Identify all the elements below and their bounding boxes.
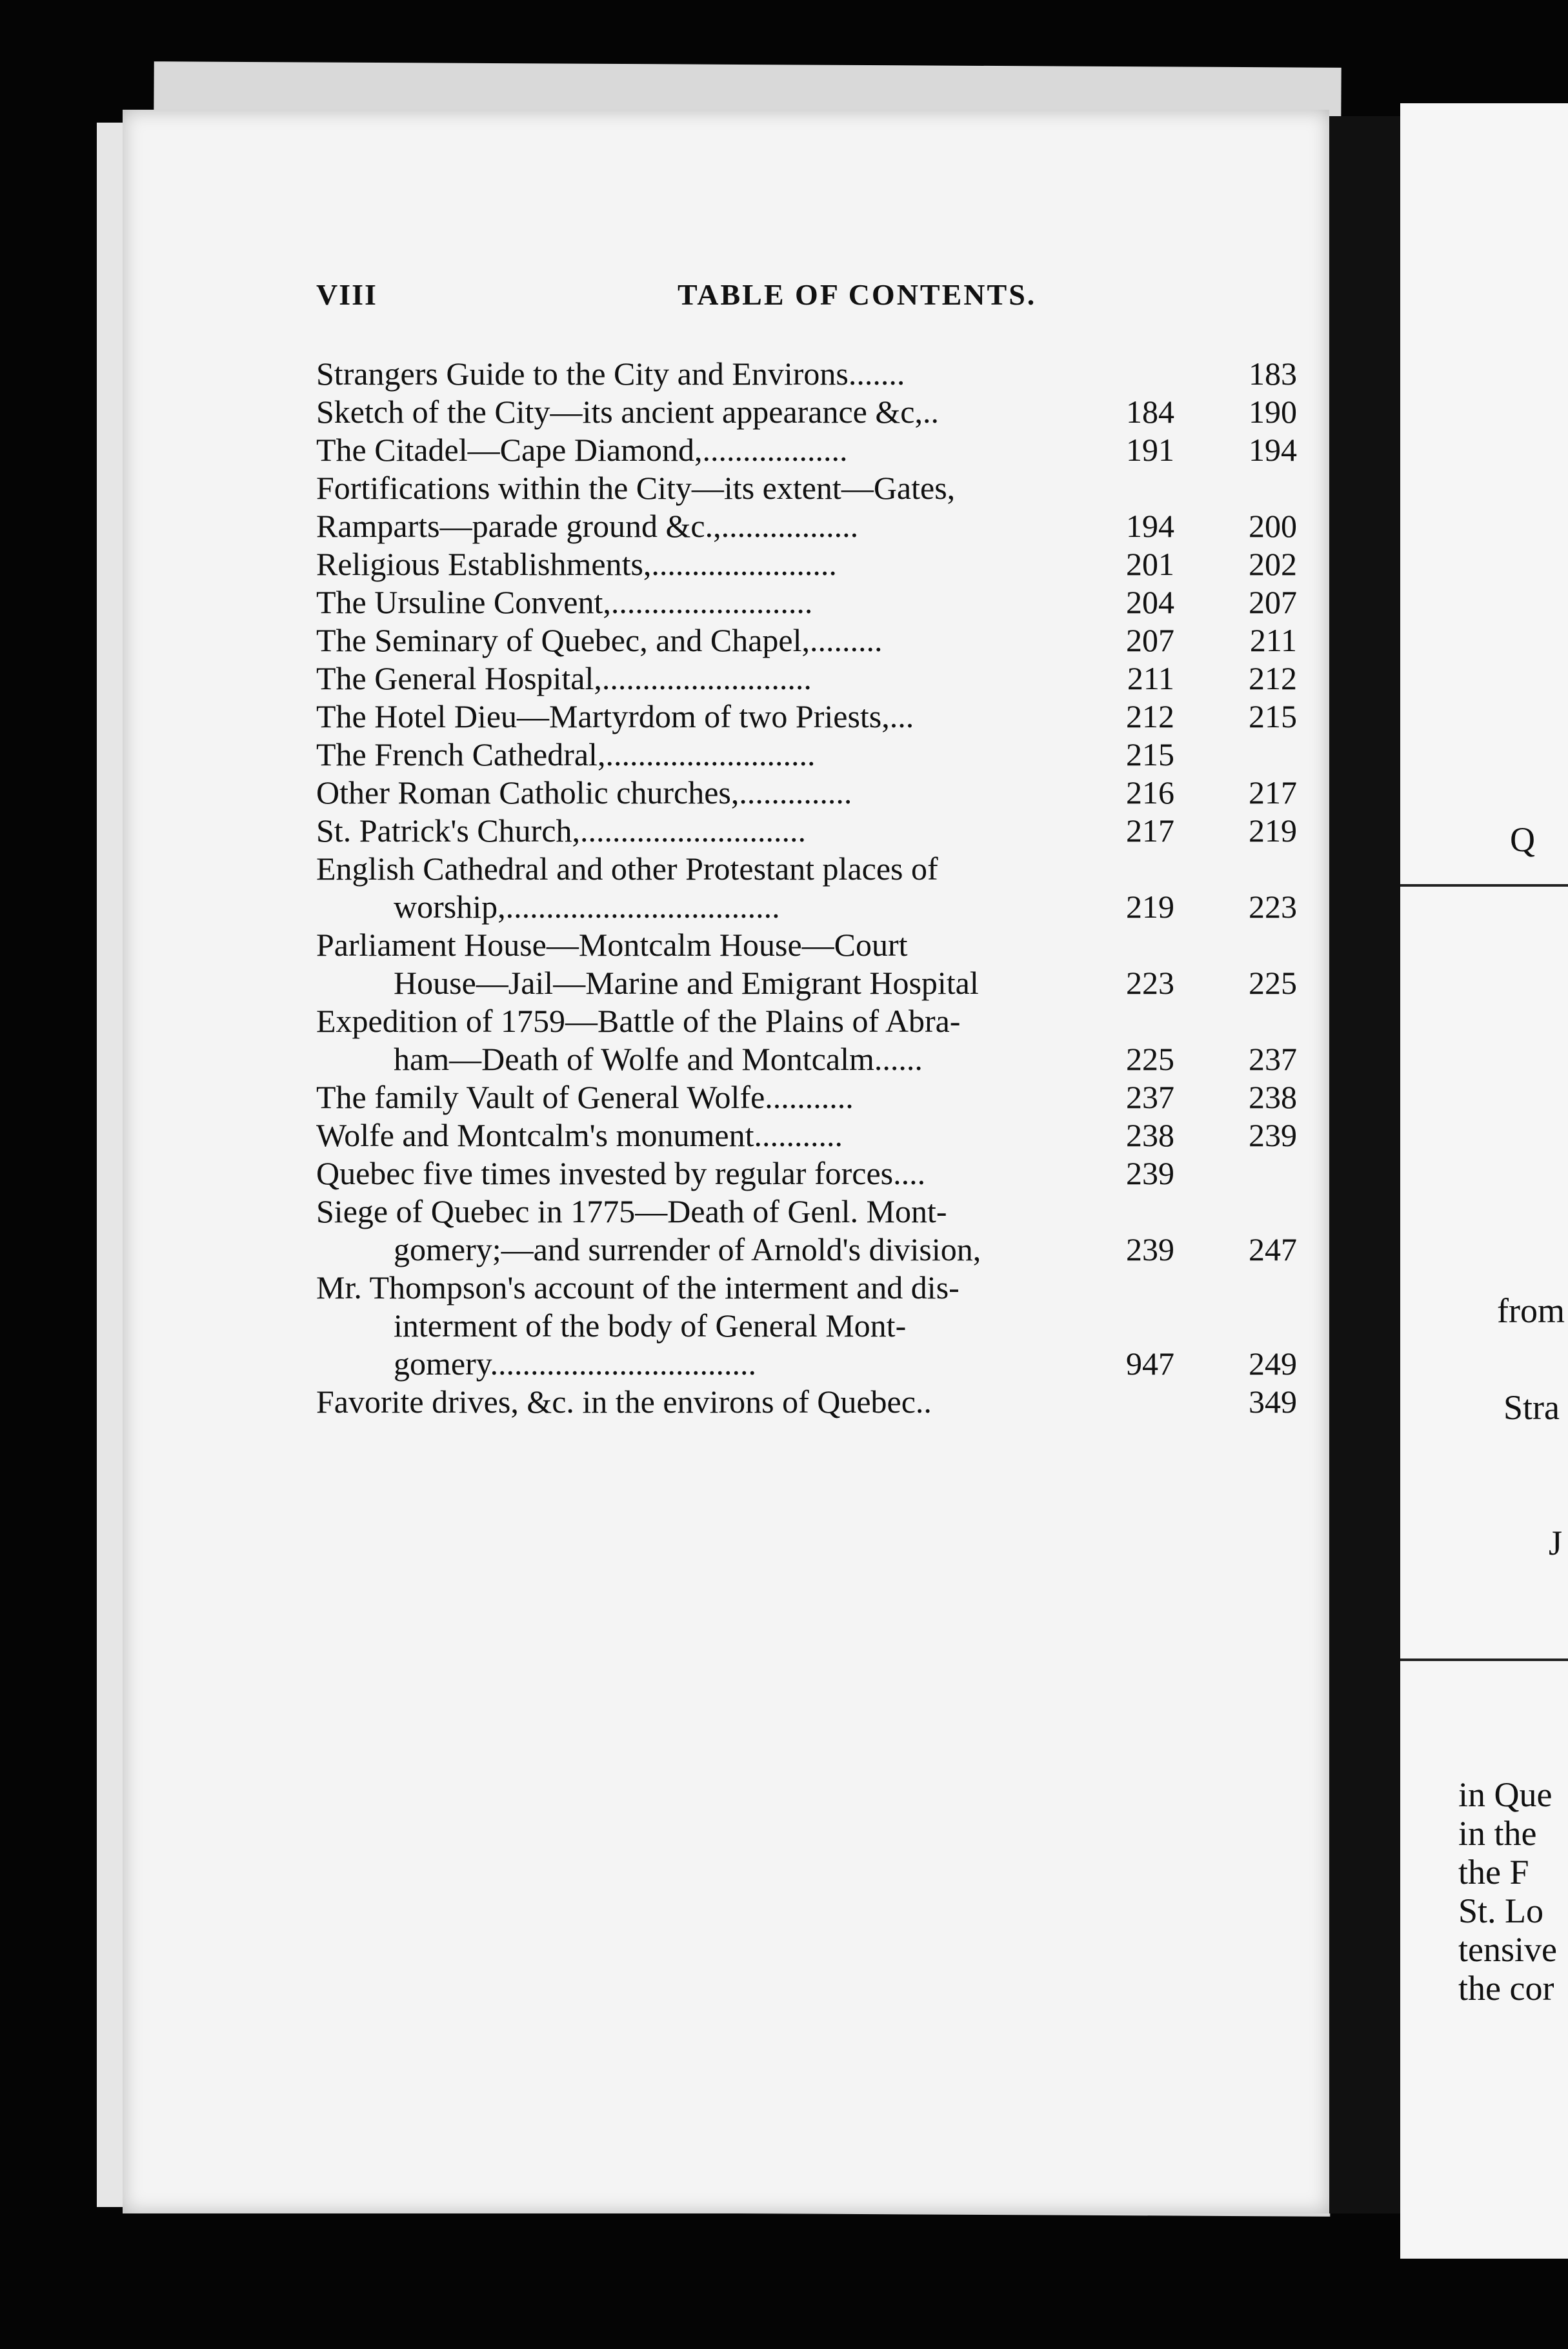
toc-entry	[316, 660, 1310, 698]
toc-entry-text: The Seminary of Quebec, and Chapel,.........	[316, 622, 883, 658]
toc-entry-text: ham—Death of Wolfe and Montcalm......	[394, 1041, 923, 1077]
toc-start-page: 211	[1127, 660, 1174, 696]
toc-entry-text: Sketch of the City—its ancient appearance &c,..	[316, 394, 939, 430]
toc-entry	[316, 583, 1310, 621]
toc-entry-text: The French Cathedral,..........................	[316, 736, 816, 772]
toc-end-page: 215	[1249, 698, 1297, 734]
toc-start-page: 184	[1126, 394, 1174, 430]
facing-page-text: in Que	[1458, 1775, 1553, 1814]
facing-page-text: from	[1497, 1291, 1565, 1330]
toc-entry-text: Religious Establishments,.......................	[316, 546, 837, 582]
toc-entry	[316, 1078, 1310, 1116]
page-folio: VIII	[316, 278, 377, 311]
toc-start-page: 217	[1126, 812, 1174, 849]
toc-start-page: 237	[1126, 1079, 1174, 1115]
toc-entry	[316, 812, 1310, 850]
toc-entry	[316, 1231, 1310, 1269]
facing-page-text: St. Lo	[1458, 1891, 1544, 1930]
toc-start-page: 215	[1126, 736, 1174, 772]
toc-entry	[316, 1040, 1310, 1078]
toc-entry	[316, 1269, 1310, 1307]
toc-start-page: 216	[1126, 774, 1174, 811]
toc-end-page: 194	[1249, 432, 1297, 468]
toc-entry-text: The family Vault of General Wolfe...........	[316, 1079, 854, 1115]
book-spine	[1329, 116, 1400, 2213]
toc-start-page: 225	[1126, 1041, 1174, 1077]
toc-entry-text: Quebec five times invested by regular forces....	[316, 1155, 926, 1191]
toc-entry	[316, 926, 1310, 964]
toc-entry	[316, 355, 1310, 393]
page-header	[316, 277, 1303, 323]
toc-start-page: 947	[1126, 1346, 1174, 1382]
toc-entry-text: gomery;—and surrender of Arnold's division,	[394, 1231, 981, 1267]
facing-page-fragment	[1400, 103, 1568, 2259]
toc-entry	[316, 431, 1310, 469]
toc-entry-text: Fortifications within the City—its extent—Gates,	[316, 470, 956, 506]
toc-entry-text: gomery.................................	[394, 1346, 756, 1382]
toc-entry	[316, 736, 1310, 774]
toc-start-page: 207	[1126, 622, 1174, 658]
toc-entry-text: The Hotel Dieu—Martyrdom of two Priests,...	[316, 698, 914, 734]
facing-page-rule	[1400, 884, 1568, 887]
toc-entry-text: worship,..................................	[394, 889, 780, 925]
facing-page-text: in the	[1458, 1814, 1537, 1853]
toc-end-page: 249	[1249, 1346, 1297, 1382]
toc-entry	[316, 888, 1310, 926]
toc-start-page: 204	[1126, 584, 1174, 620]
toc-end-page: 183	[1249, 356, 1297, 392]
toc-entry-text: Strangers Guide to the City and Environs.......	[316, 356, 905, 392]
toc-end-page: 207	[1249, 584, 1297, 620]
toc-entry-text: Siege of Quebec in 1775—Death of Genl. Mont-	[316, 1193, 947, 1229]
toc-end-page: 190	[1249, 394, 1297, 430]
toc-end-page: 237	[1249, 1041, 1297, 1077]
toc-start-page: 223	[1126, 965, 1174, 1001]
toc-end-page: 211	[1249, 622, 1297, 658]
toc-entry	[316, 1193, 1310, 1231]
toc-entry	[316, 1383, 1310, 1421]
table-of-contents	[316, 355, 1310, 1421]
toc-end-page: 247	[1249, 1231, 1297, 1267]
facing-page-rule	[1400, 1658, 1568, 1661]
toc-end-page: 238	[1249, 1079, 1297, 1115]
toc-entry-text: Ramparts—parade ground &c.,.................	[316, 508, 859, 544]
toc-entry	[316, 1307, 1310, 1345]
toc-end-page: 223	[1249, 889, 1297, 925]
toc-start-page: 194	[1126, 508, 1174, 544]
toc-start-page: 239	[1126, 1231, 1174, 1267]
toc-entry	[316, 545, 1310, 583]
toc-end-page: 219	[1249, 812, 1297, 849]
page-title: TABLE OF CONTENTS.	[678, 278, 1037, 311]
toc-entry-text: The Ursuline Convent,.........................	[316, 584, 813, 620]
toc-start-page: 219	[1126, 889, 1174, 925]
toc-end-page: 217	[1249, 774, 1297, 811]
toc-start-page: 212	[1126, 698, 1174, 734]
toc-entry-text: Expedition of 1759—Battle of the Plains of Abra-	[316, 1003, 961, 1039]
toc-entry-text: Other Roman Catholic churches,..............	[316, 774, 852, 811]
toc-entry-text: interment of the body of General Mont-	[394, 1307, 907, 1344]
toc-entry	[316, 1154, 1310, 1193]
toc-entry	[316, 774, 1310, 812]
toc-end-page: 200	[1249, 508, 1297, 544]
toc-entry-text: Mr. Thompson's account of the interment and dis-	[316, 1269, 960, 1306]
toc-entry	[316, 621, 1310, 660]
toc-entry	[316, 1345, 1310, 1383]
toc-entry-text: The Citadel—Cape Diamond,..................	[316, 432, 848, 468]
facing-page-text: the cor	[1458, 1969, 1554, 2008]
toc-end-page: 239	[1249, 1117, 1297, 1153]
toc-entry-text: House—Jail—Marine and Emigrant Hospital	[394, 965, 979, 1001]
facing-page-text: the F	[1458, 1853, 1529, 1891]
facing-page-text: Stra	[1503, 1388, 1560, 1427]
toc-entry-text: St. Patrick's Church,............................	[316, 812, 806, 849]
facing-page-text: J	[1549, 1524, 1563, 1562]
toc-entry-text: Favorite drives, &c. in the environs of Quebec..	[316, 1384, 932, 1420]
toc-end-page: 225	[1249, 965, 1297, 1001]
toc-entry-text: Parliament House—Montcalm House—Court	[316, 927, 908, 963]
facing-page-text: tensive	[1458, 1930, 1557, 1969]
toc-end-page: 349	[1249, 1384, 1297, 1420]
toc-entry-text: Wolfe and Montcalm's monument...........	[316, 1117, 843, 1153]
toc-entry	[316, 1116, 1310, 1154]
toc-entry	[316, 964, 1310, 1002]
toc-start-page: 191	[1126, 432, 1174, 468]
facing-page-text: Q	[1510, 820, 1535, 859]
toc-entry-text: English Cathedral and other Protestant places of	[316, 851, 938, 887]
toc-entry	[316, 469, 1310, 507]
toc-entry	[316, 1002, 1310, 1040]
toc-end-page: 212	[1249, 660, 1297, 696]
toc-end-page: 202	[1249, 546, 1297, 582]
toc-start-page: 201	[1126, 546, 1174, 582]
toc-entry	[316, 850, 1310, 888]
toc-start-page: 239	[1126, 1155, 1174, 1191]
toc-entry	[316, 698, 1310, 736]
toc-entry	[316, 393, 1310, 431]
toc-start-page: 238	[1126, 1117, 1174, 1153]
toc-entry-text: The General Hospital,..........................	[316, 660, 812, 696]
toc-entry	[316, 507, 1310, 545]
